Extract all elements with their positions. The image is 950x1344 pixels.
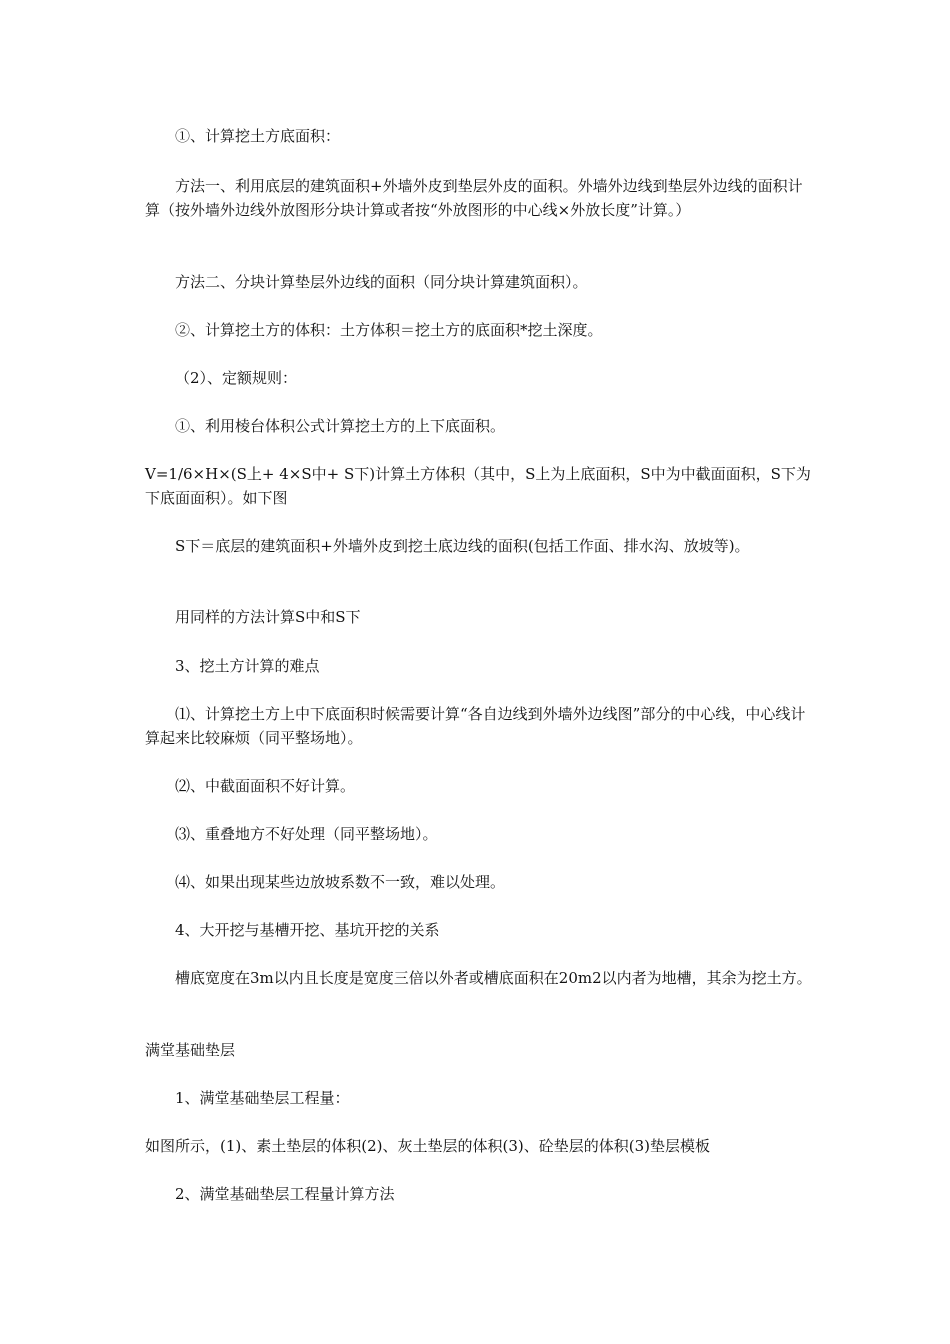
paragraph-difficulty-3: ⑶、重叠地方不好处理（同平整场地）。: [175, 825, 438, 843]
paragraph-difficulty-1: ⑴、计算挖土方上中下底面积时候需要计算“各自边线到外墙外边线图”部分的中心线，中心线计算起来比较麻烦（同平整场地）。: [145, 705, 806, 747]
paragraph-trench-definition: 槽底宽度在3m以内且长度是宽度三倍以外者或槽底面积在20m2以内者为地槽，其余为挖土方。: [175, 969, 812, 987]
paragraph-method2: 方法二、分块计算垫层外边线的面积（同分块计算建筑面积）。: [175, 273, 588, 291]
paragraph-method1: 方法一、利用底层的建筑面积+外墙外皮到垫层外皮的面积。外墙外边线到垫层外边线的面积计算（按外墙外边线外放图形分块计算或者按“外放图形的中心线×外放长度”计算。）: [145, 177, 803, 219]
paragraph-cushion-method: 2、满堂基础垫层工程量计算方法: [175, 1185, 395, 1203]
paragraph-quota-rules: （2）、定额规则：: [175, 369, 298, 387]
section-heading-raft-cushion: 满堂基础垫层: [145, 1041, 236, 1059]
paragraph-cushion-quantity: 1、满堂基础垫层工程量：: [175, 1089, 350, 1107]
paragraph-cushion-types: 如图所示，(1)、素土垫层的体积(2)、灰土垫层的体积(3)、砼垫层的体积(3)垫层模板: [145, 1137, 710, 1155]
paragraph-difficulties-heading: 3、挖土方计算的难点: [175, 657, 320, 675]
paragraph-difficulty-2: ⑵、中截面面积不好计算。: [175, 777, 356, 795]
paragraph-difficulty-4: ⑷、如果出现某些边放坡系数不一致，难以处理。: [175, 873, 506, 891]
paragraph-s-bottom: S下＝底层的建筑面积+外墙外皮到挖土底边线的面积(包括工作面、排水沟、放坡等)。: [175, 537, 750, 555]
paragraph-same-method: 用同样的方法计算S中和S下: [175, 608, 361, 626]
paragraph-frustum-formula: ①、利用棱台体积公式计算挖土方的上下底面积。: [175, 417, 506, 435]
paragraph-volume-equation: V=1/6×H×(S上+ 4×S中+ S下)计算土方体积（其中，S上为上底面积，S中为中截面面积，S下为下底面面积）。如下图: [145, 465, 811, 507]
paragraph-step2-volume: ②、计算挖土方的体积：土方体积＝挖土方的底面积*挖土深度。: [175, 321, 603, 339]
paragraph-excavation-relation: 4、大开挖与基槽开挖、基坑开挖的关系: [175, 921, 440, 939]
paragraph-step1-heading: ①、计算挖土方底面积：: [175, 127, 341, 145]
